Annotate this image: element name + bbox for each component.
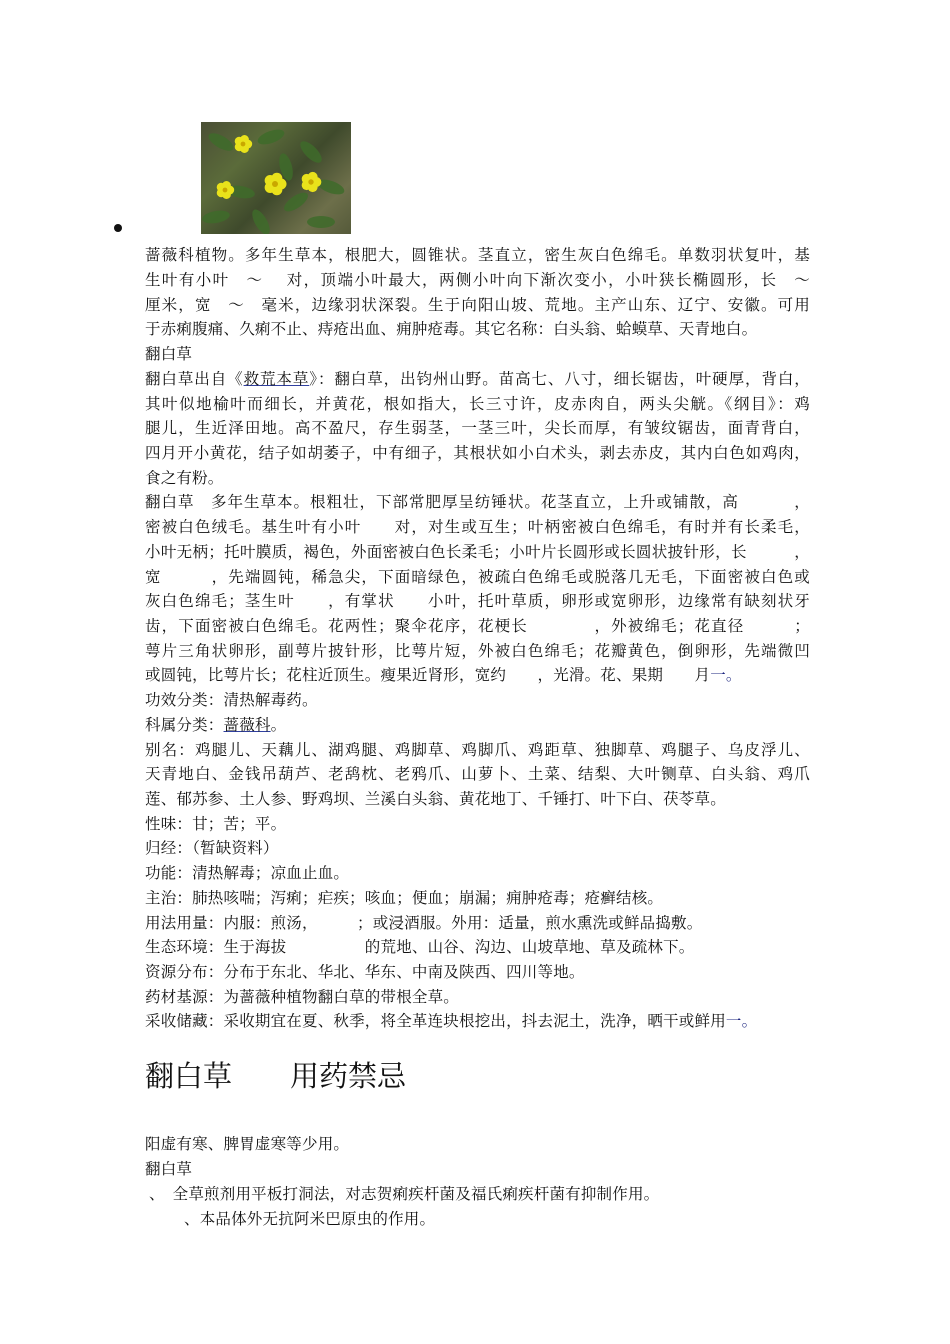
leaf-shape <box>249 207 273 234</box>
leaf-shape <box>256 127 286 148</box>
text-line <box>145 713 810 738</box>
text-span: 功能：清热解毒；凉血止血。 <box>145 864 350 882</box>
text-suffix: 一。 <box>710 666 742 684</box>
leaf-shape <box>206 130 236 154</box>
text-line <box>145 663 810 688</box>
text-line <box>145 589 810 614</box>
text-span: 用法用量：内服：煎汤， ；或浸酒服。外用：适量，煎水熏洗或鲜品捣敷。 <box>145 914 703 932</box>
text-span: 天青地白、金钱吊葫芦、老鸹枕、老鸦爪、山萝卜、土菜、结梨、大叶铡草、白头翁、鸡爪 <box>145 765 810 783</box>
text-span: 》：翻白草，出钧州山野。苗高七、八寸，细长锯齿，叶硬厚，背白， <box>309 370 811 388</box>
leaf-shape <box>201 209 231 226</box>
text-span: 归经：（暂缺资料） <box>145 839 279 857</box>
text-line: 阳虚有寒、脾胃虚寒等少用。 <box>145 1135 350 1153</box>
text-span: 小叶无柄；托叶膜质，褐色，外面密被白色长柔毛；小叶片长圆形或长圆状披针形，长 ， <box>145 543 810 561</box>
text-span: 资源分布：分布于东北、华北、华东、中南及陕西、四川等地。 <box>145 963 585 981</box>
text-span: 于赤痢腹痛、久痢不止、痔疮出血、痈肿疮毒。其它名称：白头翁、蛤蟆草、天青地白。 <box>145 320 758 338</box>
text-line <box>145 466 810 491</box>
leaf-shape <box>281 189 311 215</box>
text-span: 生叶有小叶 ～ 对，顶端小叶最大，两侧小叶向下渐次变小，小叶狭长椭圆形，长 ～ <box>145 271 810 289</box>
flower-center <box>272 181 278 187</box>
text-line <box>145 367 810 392</box>
leaf-shape <box>307 216 335 228</box>
text-span: 翻白草出自《 <box>145 370 244 388</box>
text-line <box>145 861 810 886</box>
flower-center <box>223 188 228 193</box>
leaf-shape <box>297 138 325 166</box>
text-suffix: 一。 <box>725 1012 758 1030</box>
text-line <box>145 540 810 565</box>
flower-center <box>308 179 313 184</box>
text-line <box>145 960 810 985</box>
text-line <box>145 886 810 911</box>
text-line <box>145 441 810 466</box>
text-line: 翻白草 <box>145 1160 193 1178</box>
text-link[interactable]: 救荒本草 <box>243 370 310 388</box>
text-span: 药材基源：为蔷薇种植物翻白草的带根全草。 <box>145 988 460 1006</box>
text-span: 性味：甘；苦；平。 <box>145 815 287 833</box>
text-line <box>145 490 810 515</box>
text-line <box>145 317 810 342</box>
text-line <box>145 1009 810 1034</box>
text-span: 其叶似地榆叶而细长，并黄花，根如指大，长三寸许，皮赤肉自，两头尖觥。《纲目》：鸡 <box>145 395 810 413</box>
text-line: 、 全草煎剂用平板打洞法，对志贺痢疾杆菌及福氏痢疾杆菌有抑制作用。 <box>149 1185 660 1203</box>
flower-center <box>241 142 246 147</box>
text-span: 科属分类： <box>145 716 224 734</box>
text-span: 食之有粉。 <box>145 469 224 487</box>
text-span: 萼片三角状卵形，副萼片披针形，比萼片短，外被白色绵毛；花瓣黄色，倒卵形，先端微凹 <box>145 642 810 660</box>
yellow-flower-icon <box>201 122 351 234</box>
text-span: 功效分类：清热解毒药。 <box>145 691 318 709</box>
text-line <box>145 293 810 318</box>
text-span: 翻白草 多年生草本。根粗壮，下部常肥厚呈纺锤状。花茎直立，上升或铺散，高 ， <box>145 493 810 511</box>
text-line <box>145 787 810 812</box>
text-line <box>145 836 810 861</box>
text-span: 翻白草 <box>145 345 193 363</box>
text-line <box>145 614 810 639</box>
text-line <box>145 911 810 936</box>
text-line <box>145 762 810 787</box>
text-line <box>145 565 810 590</box>
text-line <box>145 392 810 417</box>
text-line <box>145 639 810 664</box>
text-span: 生态环境：生于海拔 的荒地、山谷、沟边、山坡草地、草及疏林下。 <box>145 938 695 956</box>
text-span: 灰白色绵毛；茎生叶 ，有掌状 小叶，托叶草质，卵形或宽卵形，边缘常有缺刻状牙 <box>145 592 810 610</box>
text-line <box>145 812 810 837</box>
text-span: 或圆钝，比萼片长；花柱近顶生。瘦果近肾形，宽约 ，光滑。花、果期 月 <box>145 666 711 684</box>
text-span: 密被白色绒毛。基生叶有小叶 对，对生或互生；叶柄密被白色绵毛，有时并有长柔毛， <box>145 518 810 536</box>
text-span: 厘米，宽 ～ 毫米，边缘羽状深裂。生于向阳山坡、荒地。主产山东、辽宁、安徽。可用 <box>145 296 810 314</box>
section-heading: 翻白草 用药禁忌 <box>145 1059 407 1093</box>
text-line <box>145 515 810 540</box>
text-line <box>145 416 810 441</box>
text-line <box>145 342 810 367</box>
text-span: 宽 ，先端圆钝，稀急尖，下面暗绿色，被疏白色绵毛或脱落几无毛，下面密被白色或 <box>145 568 810 586</box>
text-span: 腿儿，生近泽田地。高不盈尺，存生弱茎，一茎三叶，尖长而厚，有皱纹锯齿，面青背白， <box>145 419 810 437</box>
text-line: 、本品体外无抗阿米巴原虫的作用。 <box>184 1210 436 1228</box>
text-link[interactable]: 蔷薇科 <box>223 716 271 734</box>
bullet-icon <box>114 224 122 232</box>
text-line <box>145 935 810 960</box>
text-span: 四月开小黄花，结子如胡萎子，中有细子，其根状如小白术头，剥去赤皮，其内白色如鸡肉， <box>145 444 810 462</box>
text-span: 主治：肺热咳喘；泻痢；疟疾；咳血；便血；崩漏；痈肿疮毒；疮癣结核。 <box>145 889 664 907</box>
text-line <box>145 268 810 293</box>
text-span: 蔷薇科植物。多年生草本，根肥大，圆锥状。茎直立，密生灰白色绵毛。单数羽状复叶，基 <box>145 246 810 264</box>
text-line <box>145 985 810 1010</box>
text-span: 别名：鸡腿儿、天藕儿、湖鸡腿、鸡脚草、鸡脚爪、鸡距草、独脚草、鸡腿子、乌皮浮儿、 <box>145 741 810 759</box>
flower-photo <box>201 122 351 234</box>
text-span: 采收储藏：采收期宜在夏、秋季，将全革连块根挖出，抖去泥土，洗净，晒干或鲜用 <box>145 1012 726 1030</box>
text-span: 莲、郁苏参、土人参、野鸡坝、兰溪白头翁、黄花地丁、千锤打、叶下白、茯苓草。 <box>145 790 726 808</box>
text-span: 齿，下面密被白色绵毛。花两性；聚伞花序，花梗长 ，外被绵毛；花直径 ； <box>145 617 810 635</box>
text-line <box>145 738 810 763</box>
text-span: 。 <box>270 716 287 734</box>
text-line <box>145 688 810 713</box>
text-line <box>145 243 810 268</box>
